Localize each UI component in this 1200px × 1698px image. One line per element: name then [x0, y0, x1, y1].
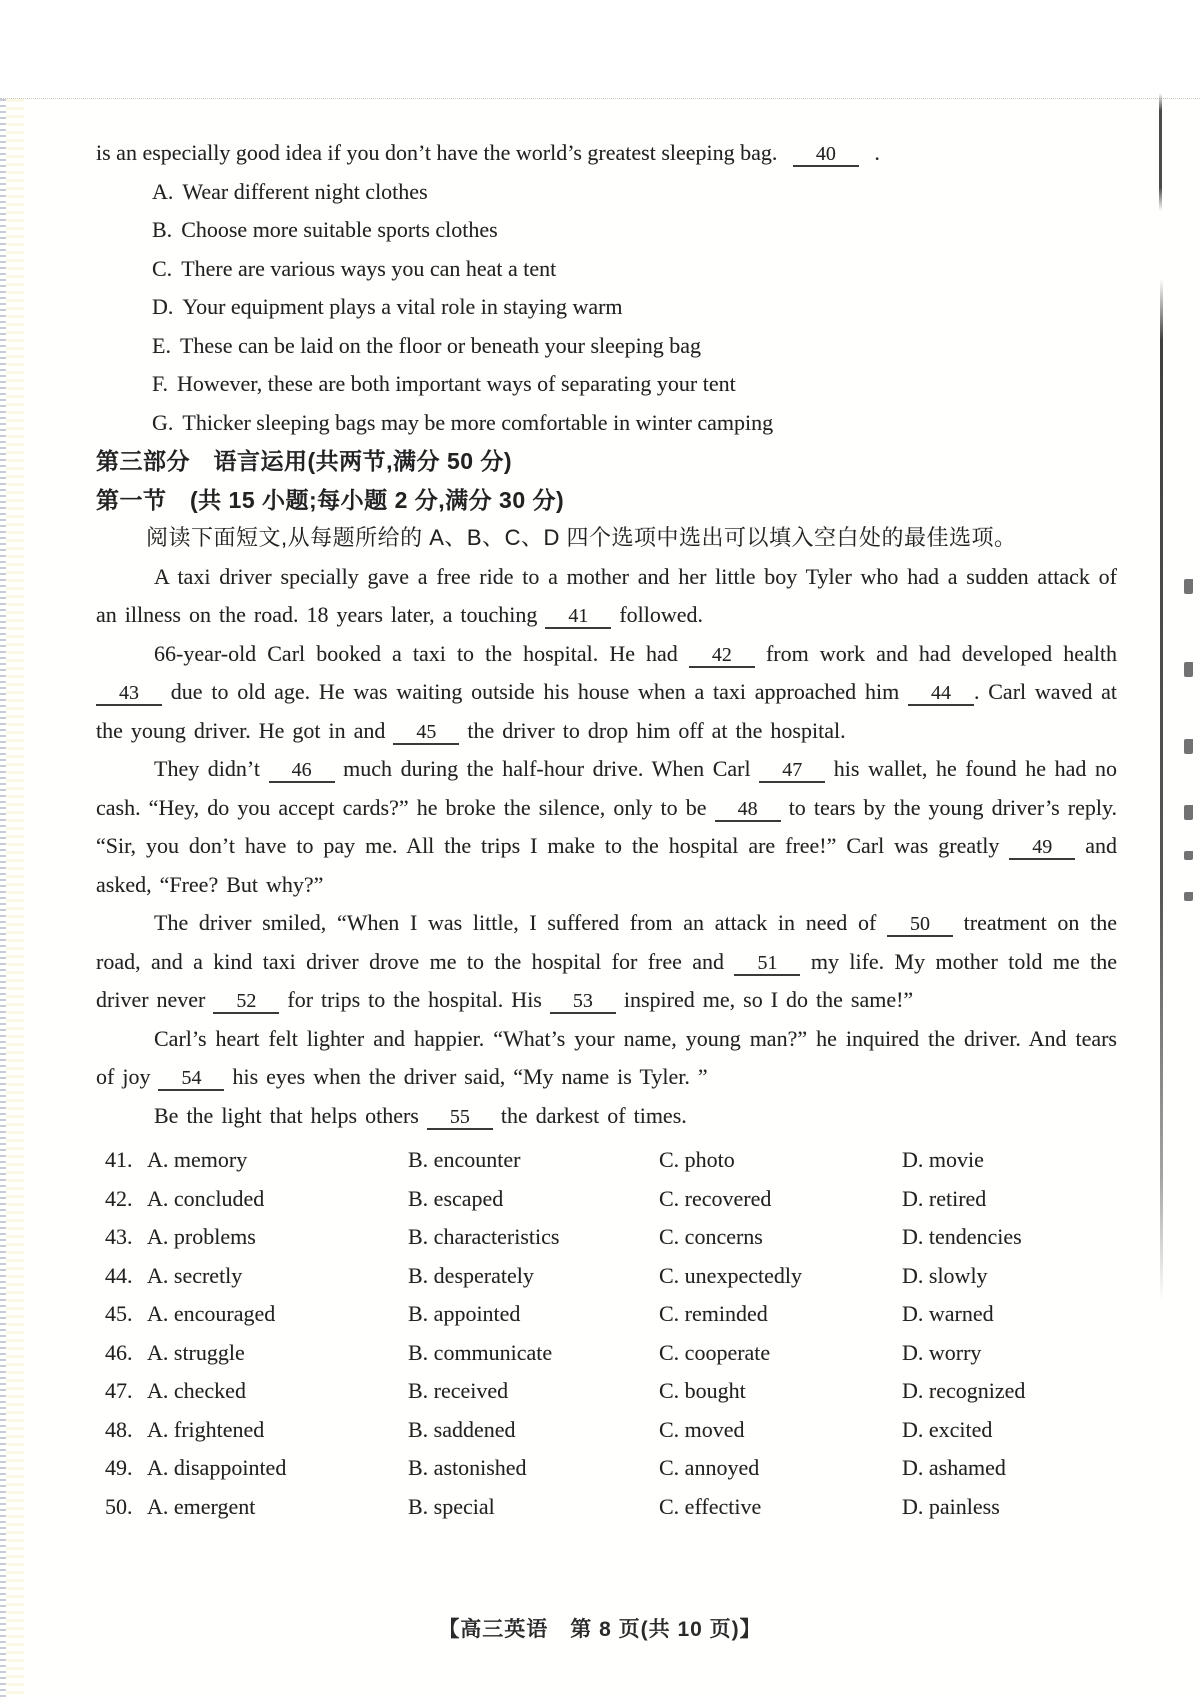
option-d: D. painless — [902, 1493, 1000, 1519]
question-number: 42. — [105, 1185, 133, 1211]
option-d: D. retired — [902, 1185, 987, 1211]
edge-artifact — [1184, 579, 1193, 594]
passage-text: the darkest of times. — [492, 1102, 687, 1128]
cloze-blank-43: 43 — [96, 682, 162, 706]
cloze-option-row — [96, 1257, 1117, 1296]
option-d: D. ashamed — [902, 1455, 1006, 1480]
page-footer: 【高三英语 第 8 页(共 10 页)】 — [438, 1618, 762, 1641]
cloze-blank-44: 44 — [908, 682, 974, 706]
exam-page — [0, 98, 1200, 1698]
option-b: B. appointed — [408, 1301, 521, 1326]
question-number: 41. — [105, 1147, 133, 1172]
passage-text: from work and had developed health — [754, 640, 1117, 666]
option-b: B. desperately — [408, 1262, 534, 1288]
option-b: B. saddened — [408, 1416, 516, 1442]
choice-label: G. — [152, 409, 174, 435]
passage-text: much during the half-hour drive. When Carl — [334, 756, 760, 781]
option-a: A. concluded — [147, 1185, 265, 1211]
passage-text: his wallet, he found he had no cash. “Hey, do you accept cards?” he broke the silence, only to be — [96, 756, 1117, 820]
option-d: D. slowly — [902, 1262, 988, 1288]
option-b: B. escaped — [408, 1185, 504, 1211]
option-a: A. disappointed — [147, 1455, 287, 1480]
option-c: C. reminded — [659, 1301, 768, 1326]
option-c: C. bought — [659, 1378, 746, 1403]
cloze-blank-55: 55 — [427, 1106, 493, 1130]
option-a: A. checked — [147, 1378, 246, 1403]
choice-text: However, these are both important ways of separating your tent — [176, 371, 736, 396]
passage-text: The driver smiled, “When I was little, I suffered from an attack in need of — [154, 910, 887, 935]
choice-text: Wear different night clothes — [182, 178, 428, 204]
choice-text: Thicker sleeping bags may be more comfortable in winter camping — [182, 409, 774, 435]
edge-artifact — [1184, 805, 1193, 820]
passage-text: 66-year-old Carl booked a taxi to the hospital. He had — [154, 640, 689, 666]
choice-text: Your equipment plays a vital role in staying warm — [182, 294, 623, 319]
passage-text: Carl’s heart felt lighter and happier. “What’s your name, young man?” he inquired the driver. And tears of joy — [96, 1025, 1117, 1089]
option-b: B. received — [408, 1378, 509, 1403]
question-number: 45. — [105, 1301, 133, 1326]
question-number: 48. — [105, 1416, 133, 1442]
option-b: B. communicate — [408, 1339, 553, 1365]
cloze-blank-52: 52 — [213, 990, 279, 1014]
edge-artifact — [1184, 739, 1193, 754]
part3-heading: 第三部分 语言运用(共两节,满分 50 分) — [96, 448, 513, 474]
cloze-option-row — [96, 1295, 1117, 1334]
cloze-blank-54: 54 — [158, 1067, 224, 1091]
passage-paragraph — [96, 635, 1117, 751]
section1-heading: 第一节 (共 15 小题;每小题 2 分,满分 30 分) — [96, 486, 565, 513]
question-number: 49. — [105, 1455, 133, 1480]
choice-item — [96, 211, 1117, 250]
passage-text: A taxi driver specially gave a free ride to a mother and her little boy Tyler who had a sudden attack of an illness on the road. 18 years later, a touching — [96, 563, 1117, 627]
passage-text: and asked, “Free? But why?” — [96, 833, 1117, 897]
scan-edge-left-tint — [6, 99, 24, 1698]
stem-tail: . — [874, 140, 880, 165]
option-a: A. struggle — [147, 1339, 245, 1365]
option-c: C. concerns — [659, 1224, 763, 1249]
cloze-blank-51: 51 — [734, 952, 800, 976]
passage-text: . Carl waved at the young driver. He got in and — [96, 679, 1117, 743]
passage-text: They didn’t — [154, 756, 269, 781]
question-number: 46. — [105, 1339, 133, 1365]
choice-item — [96, 327, 1117, 366]
passage-text: his eyes when the driver said, “My name is Tyler. ” — [224, 1064, 708, 1089]
cloze-option-row — [96, 1180, 1117, 1219]
choice-item — [96, 288, 1117, 327]
cloze-blank-49: 49 — [1009, 836, 1075, 860]
cloze-blank-53: 53 — [550, 990, 616, 1014]
edge-artifact — [1184, 892, 1193, 901]
choice-item — [96, 404, 1117, 443]
option-a: A. problems — [147, 1224, 256, 1249]
option-c: C. effective — [659, 1493, 762, 1519]
cloze-option-row — [96, 1218, 1117, 1257]
cloze-option-row — [96, 1141, 1117, 1180]
cloze-passage — [96, 558, 1117, 1136]
passage-paragraph — [96, 1020, 1117, 1097]
edge-artifact — [1184, 662, 1193, 677]
option-c: C. recovered — [659, 1185, 772, 1211]
option-d: D. excited — [902, 1416, 993, 1442]
cloze-blank-47: 47 — [759, 759, 825, 783]
cloze-blank-40: 40 — [793, 143, 859, 167]
cloze-option-row — [96, 1449, 1117, 1488]
cloze-option-row — [96, 1488, 1117, 1527]
option-d: D. tendencies — [902, 1224, 1022, 1249]
choice-text: Choose more suitable sports clothes — [181, 217, 498, 242]
passage-text: followed. — [611, 602, 704, 627]
cloze-blank-46: 46 — [269, 759, 335, 783]
choices-a-to-g — [96, 173, 1117, 443]
edge-artifact — [1184, 851, 1193, 860]
scan-binding-line-top — [1159, 93, 1162, 211]
choice-item — [96, 173, 1117, 212]
option-a: A. encouraged — [147, 1301, 276, 1326]
cloze-option-row — [96, 1334, 1117, 1373]
passage-text: inspired me, so I do the same!” — [615, 987, 914, 1012]
cloze-blank-42: 42 — [689, 644, 755, 668]
cloze-blank-45: 45 — [393, 721, 459, 745]
passage-paragraph — [96, 750, 1117, 904]
passage-paragraph — [96, 1097, 1117, 1136]
question-number: 44. — [105, 1262, 133, 1288]
passage-text: Be the light that helps others — [154, 1102, 427, 1128]
stem-text: is an especially good idea if you don’t have the world’s greatest sleeping bag. — [96, 140, 778, 165]
choice-label: D. — [152, 294, 174, 319]
cloze-blank-50: 50 — [887, 913, 953, 937]
option-d: D. movie — [902, 1147, 984, 1172]
option-c: C. annoyed — [659, 1455, 760, 1480]
option-a: A. emergent — [147, 1493, 256, 1519]
choice-text: There are various ways you can heat a tent — [181, 255, 557, 281]
question-40-stem — [96, 134, 1117, 173]
option-d: D. recognized — [902, 1378, 1026, 1403]
option-c: C. moved — [659, 1416, 745, 1442]
option-d: D. worry — [902, 1339, 982, 1365]
passage-text: to tears by the young driver’s reply. “Sir, you don’t have to pay me. All the trips I make to the hospital are free!” Carl was greatly — [96, 794, 1118, 858]
cloze-blank-41: 41 — [545, 605, 611, 629]
option-a: A. memory — [147, 1147, 248, 1172]
passage-text: my life. My mother told me the driver never — [96, 948, 1117, 1012]
option-c: C. cooperate — [659, 1339, 771, 1365]
question-number: 47. — [105, 1378, 133, 1403]
option-c: C. unexpectedly — [659, 1262, 802, 1288]
option-d: D. warned — [902, 1301, 994, 1326]
cloze-option-row — [96, 1372, 1117, 1411]
passage-text: due to old age. He was waiting outside his house when a taxi approached him — [162, 679, 908, 704]
cloze-instruction: 阅读下面短文,从每题所给的 A、B、C、D 四个选项中选出可以填入空白处的最佳选项。 — [146, 525, 1017, 550]
cloze-option-row — [96, 1411, 1117, 1450]
passage-paragraph — [96, 558, 1117, 635]
question-number: 43. — [105, 1224, 133, 1249]
choice-item — [96, 250, 1117, 289]
passage-text: treatment on the road, and a kind taxi driver drove me to the hospital for free and — [96, 910, 1117, 974]
exam-content-column — [96, 134, 1117, 1526]
choice-label: A. — [152, 178, 174, 204]
option-b: B. characteristics — [408, 1224, 560, 1249]
passage-text: the driver to drop him off at the hospital. — [459, 717, 846, 743]
choice-label: E. — [152, 332, 171, 358]
choice-item — [96, 365, 1117, 404]
choice-label: F. — [152, 371, 168, 396]
option-b: B. encounter — [408, 1147, 521, 1172]
cloze-options-grid — [96, 1141, 1117, 1526]
choice-label: C. — [152, 255, 173, 281]
scan-binding-line — [1160, 279, 1163, 1301]
option-c: C. photo — [659, 1147, 735, 1172]
option-b: B. special — [408, 1493, 495, 1519]
choice-text: These can be laid on the floor or beneath your sleeping bag — [179, 332, 702, 358]
question-number: 50. — [105, 1493, 133, 1519]
passage-paragraph — [96, 904, 1117, 1020]
cloze-blank-48: 48 — [715, 798, 781, 822]
option-b: B. astonished — [408, 1455, 527, 1480]
option-a: A. secretly — [147, 1262, 243, 1288]
passage-text: for trips to the hospital. His — [279, 987, 550, 1012]
choice-label: B. — [152, 217, 173, 242]
option-a: A. frightened — [147, 1416, 265, 1442]
